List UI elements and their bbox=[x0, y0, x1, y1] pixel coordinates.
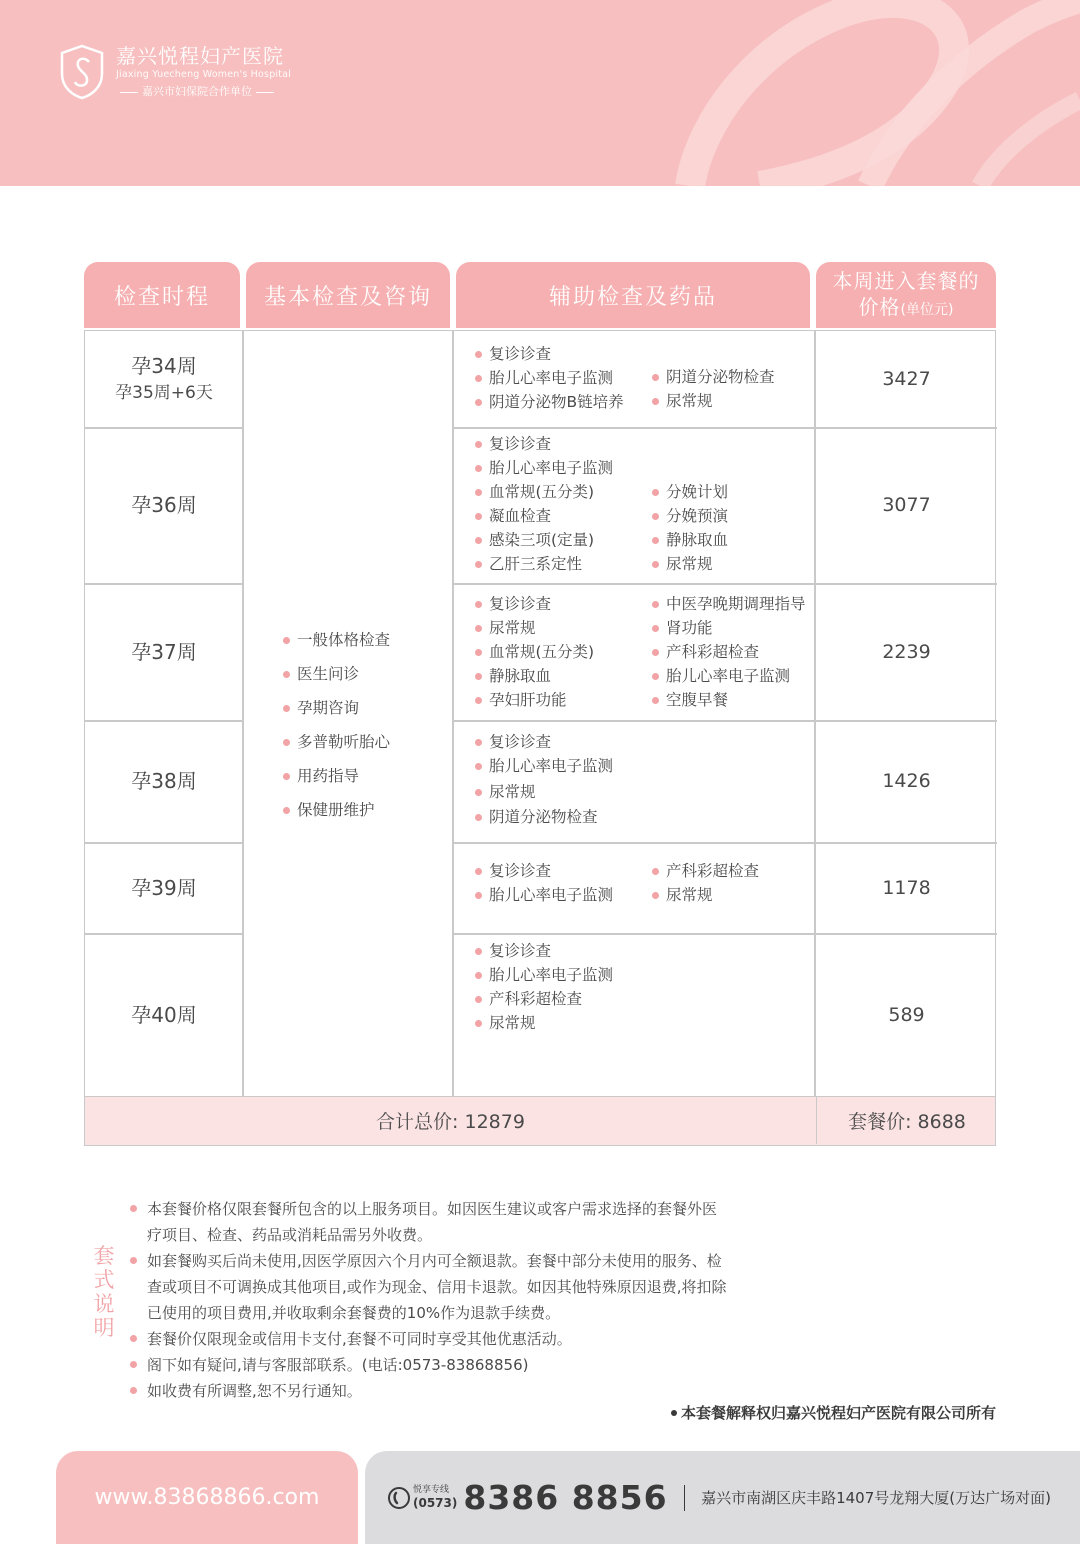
price-week-36: 3077 bbox=[882, 494, 931, 516]
list-item: 凝血检查 bbox=[475, 505, 551, 527]
list-item: 乙肝三系定性 bbox=[475, 553, 582, 575]
hospital-name-en: Jiaxing Yuecheng Women's Hospital bbox=[116, 69, 292, 80]
list-item: 胎儿心率电子监测 bbox=[475, 884, 613, 906]
bullet-dot-icon bbox=[475, 868, 482, 875]
bullet-dot-icon bbox=[652, 513, 659, 520]
list-item: 血常规(五分类) bbox=[475, 641, 594, 663]
list-item: 尿常规 bbox=[652, 884, 713, 906]
list-item: 空腹早餐 bbox=[652, 689, 728, 711]
address: 嘉兴市南湖区庆丰路1407号龙翔大厦(万达广场对面) bbox=[701, 1489, 1051, 1507]
bullet-dot-icon bbox=[652, 649, 659, 656]
package-price: 套餐价: 8688 bbox=[816, 1097, 997, 1144]
bullet-dot-icon bbox=[475, 441, 482, 448]
bullet-dot-icon bbox=[652, 561, 659, 568]
row-week-34 bbox=[85, 331, 243, 427]
bullet-dot-icon bbox=[475, 561, 482, 568]
bullet-dot-icon bbox=[130, 1257, 137, 1264]
header-price-line2: 价格 bbox=[858, 294, 901, 319]
notes-list bbox=[130, 1196, 730, 1404]
row-week-37 bbox=[85, 583, 243, 720]
list-item: 多普勒听胎心 bbox=[283, 725, 390, 759]
header-banner bbox=[0, 0, 1080, 186]
list-item: 阴道分泌物B链培养 bbox=[475, 391, 624, 413]
bullet-dot-icon bbox=[475, 814, 482, 821]
price-week-38: 1426 bbox=[882, 770, 931, 792]
bullet-dot-icon bbox=[475, 465, 482, 472]
list-item: 感染三项(定量) bbox=[475, 529, 594, 551]
hospital-logo bbox=[58, 44, 291, 101]
bullet-dot-icon bbox=[130, 1387, 137, 1394]
header-price-unit: (单位元) bbox=[900, 301, 954, 318]
list-item: 肾功能 bbox=[652, 617, 713, 639]
list-item: 复诊诊查 bbox=[475, 433, 551, 455]
rights-statement: 本套餐解释权归嘉兴悦程妇产医院有限公司所有 bbox=[671, 1402, 996, 1423]
bullet-dot-icon bbox=[283, 773, 290, 780]
total-price: 合计总价: 12879 bbox=[376, 1111, 525, 1133]
bullet-dot-icon bbox=[283, 705, 290, 712]
bullet-dot-icon bbox=[475, 996, 482, 1003]
list-item: 阴道分泌物检查 bbox=[652, 366, 775, 388]
list-item: 胎儿心率电子监测 bbox=[475, 755, 613, 777]
bullet-dot-icon bbox=[475, 489, 482, 496]
list-item: 孕期咨询 bbox=[283, 691, 390, 725]
list-item: 本套餐价格仅限套餐所包含的以上服务项目。如因医生建议或客户需求选择的套餐外医疗项目、检查、药品或消耗品需另外收费。 bbox=[130, 1196, 730, 1248]
bullet-dot-icon bbox=[652, 673, 659, 680]
bullet-dot-icon bbox=[475, 625, 482, 632]
list-item: 尿常规 bbox=[652, 553, 713, 575]
list-item: 胎儿心率电子监测 bbox=[475, 367, 613, 389]
list-item: 血常规(五分类) bbox=[475, 481, 594, 503]
list-item: 复诊诊查 bbox=[475, 860, 551, 882]
week-label: 孕40周 bbox=[131, 1003, 197, 1027]
list-item: 产科彩超检查 bbox=[652, 860, 759, 882]
list-item: 如套餐购买后尚未使用,因医学原因六个月内可全额退款。套餐中部分未使用的服务、检查或项目不可调换成其他项目,或作为现金、信用卡退款。如因其他特殊原因退费,将扣除已使用的项目费用,并收取剩余套餐费的10%作为退款手续费。 bbox=[130, 1248, 730, 1326]
bullet-dot-icon bbox=[475, 1020, 482, 1027]
shield-logo-icon bbox=[58, 44, 106, 100]
list-item: 尿常规 bbox=[475, 1012, 536, 1034]
bullet-dot-icon bbox=[475, 513, 482, 520]
phone-meta bbox=[413, 1485, 457, 1510]
bullet-dot-icon bbox=[652, 868, 659, 875]
list-item: 产科彩超检查 bbox=[652, 641, 759, 663]
bullet-dot-icon bbox=[671, 1410, 677, 1416]
basic-items-list bbox=[283, 623, 390, 827]
bullet-dot-icon bbox=[475, 972, 482, 979]
bullet-dot-icon bbox=[652, 601, 659, 608]
list-item: 尿常规 bbox=[475, 781, 536, 803]
list-item: 套餐价仅限现金或信用卡支付,套餐不可同时享受其他优惠活动。 bbox=[130, 1326, 730, 1352]
bullet-dot-icon bbox=[475, 697, 482, 704]
row-week-39 bbox=[85, 842, 243, 933]
bullet-dot-icon bbox=[283, 807, 290, 814]
list-item: 孕妇肝功能 bbox=[475, 689, 567, 711]
bullet-dot-icon bbox=[475, 537, 482, 544]
bullet-dot-icon bbox=[130, 1335, 137, 1342]
bullet-dot-icon bbox=[475, 892, 482, 899]
list-item: 复诊诊查 bbox=[475, 940, 551, 962]
bullet-dot-icon bbox=[283, 671, 290, 678]
list-item: 分娩计划 bbox=[652, 481, 728, 503]
list-item: 产科彩超检查 bbox=[475, 988, 582, 1010]
price-week-37: 2239 bbox=[882, 640, 931, 663]
row-week-38 bbox=[85, 720, 243, 842]
list-item: 阴道分泌物检查 bbox=[475, 806, 598, 828]
list-item: 分娩预演 bbox=[652, 505, 728, 527]
week-label: 孕38周 bbox=[131, 769, 197, 793]
list-item: 胎儿心率电子监测 bbox=[475, 964, 613, 986]
bullet-dot-icon bbox=[475, 649, 482, 656]
bullet-dot-icon bbox=[475, 948, 482, 955]
bullet-dot-icon bbox=[475, 789, 482, 796]
price-week-40: 589 bbox=[888, 1004, 925, 1026]
week-label: 孕36周 bbox=[131, 493, 197, 517]
header-price-line1: 本周进入套餐的 bbox=[832, 268, 980, 293]
header-basic: 基本检查及咨询 bbox=[246, 262, 450, 328]
phone-number[interactable]: 8386 8856 bbox=[463, 1478, 668, 1517]
bullet-dot-icon bbox=[130, 1205, 137, 1212]
price-week-39: 1178 bbox=[882, 876, 931, 899]
header-schedule: 检查时程 bbox=[84, 262, 240, 328]
list-item: 复诊诊查 bbox=[475, 343, 551, 365]
bullet-dot-icon bbox=[652, 892, 659, 899]
list-item: 胎儿心率电子监测 bbox=[652, 665, 790, 687]
bullet-dot-icon bbox=[652, 625, 659, 632]
partner-tagline bbox=[116, 83, 291, 101]
list-item: 静脉取血 bbox=[475, 665, 551, 687]
bullet-dot-icon bbox=[652, 374, 659, 381]
list-item: 阁下如有疑问,请与客服部联系。(电话:0573-83868856) bbox=[130, 1352, 730, 1378]
row-week-36 bbox=[85, 427, 243, 583]
total-row bbox=[84, 1096, 996, 1146]
bullet-dot-icon bbox=[475, 351, 482, 358]
list-item: 保健册维护 bbox=[283, 793, 390, 827]
list-item: 一般体格检查 bbox=[283, 623, 390, 657]
list-item: 医生问诊 bbox=[283, 657, 390, 691]
list-item: 胎儿心率电子监测 bbox=[475, 457, 613, 479]
bullet-dot-icon bbox=[475, 673, 482, 680]
bullet-dot-icon bbox=[652, 398, 659, 405]
header-aux: 辅助检查及药品 bbox=[456, 262, 810, 328]
bullet-dot-icon bbox=[283, 739, 290, 746]
week-label: 孕34周 bbox=[131, 354, 197, 378]
hotline-label: 悦享专线 bbox=[413, 1485, 450, 1495]
list-item: 复诊诊查 bbox=[475, 731, 551, 753]
row-week-40 bbox=[85, 933, 243, 1097]
contact-bar bbox=[365, 1451, 1080, 1544]
list-item: 用药指导 bbox=[283, 759, 390, 793]
table-body bbox=[84, 330, 996, 1096]
bullet-dot-icon bbox=[652, 537, 659, 544]
partner-text: 嘉兴市妇保院合作单位 bbox=[142, 85, 252, 98]
bullet-dot-icon bbox=[475, 399, 482, 406]
week-sub-label: 孕35周+6天 bbox=[115, 383, 213, 403]
list-item: 尿常规 bbox=[475, 617, 536, 639]
phone-icon bbox=[387, 1486, 411, 1510]
week-label: 孕39周 bbox=[131, 875, 197, 900]
list-item: 如收费有所调整,恕不另行通知。 bbox=[130, 1378, 730, 1404]
area-code: (0573) bbox=[413, 1496, 458, 1510]
bullet-dot-icon bbox=[130, 1361, 137, 1368]
bullet-dot-icon bbox=[475, 375, 482, 382]
list-item: 复诊诊查 bbox=[475, 593, 551, 615]
list-item: 中医孕晚期调理指导 bbox=[652, 593, 806, 615]
bullet-dot-icon bbox=[475, 763, 482, 770]
bullet-dot-icon bbox=[652, 697, 659, 704]
price-week-34: 3427 bbox=[882, 368, 931, 390]
divider bbox=[684, 1485, 686, 1511]
week-label: 孕37周 bbox=[131, 639, 197, 664]
notes-title: 套式说明 bbox=[93, 1244, 115, 1340]
list-item: 尿常规 bbox=[652, 390, 713, 412]
header-price bbox=[816, 262, 996, 328]
bullet-dot-icon bbox=[652, 489, 659, 496]
bullet-dot-icon bbox=[283, 637, 290, 644]
bullet-dot-icon bbox=[475, 601, 482, 608]
hospital-name-cn: 嘉兴悦程妇产医院 bbox=[116, 44, 284, 68]
website-link[interactable]: www.83868866.com bbox=[56, 1451, 358, 1544]
bullet-dot-icon bbox=[475, 739, 482, 746]
list-item: 静脉取血 bbox=[652, 529, 728, 551]
